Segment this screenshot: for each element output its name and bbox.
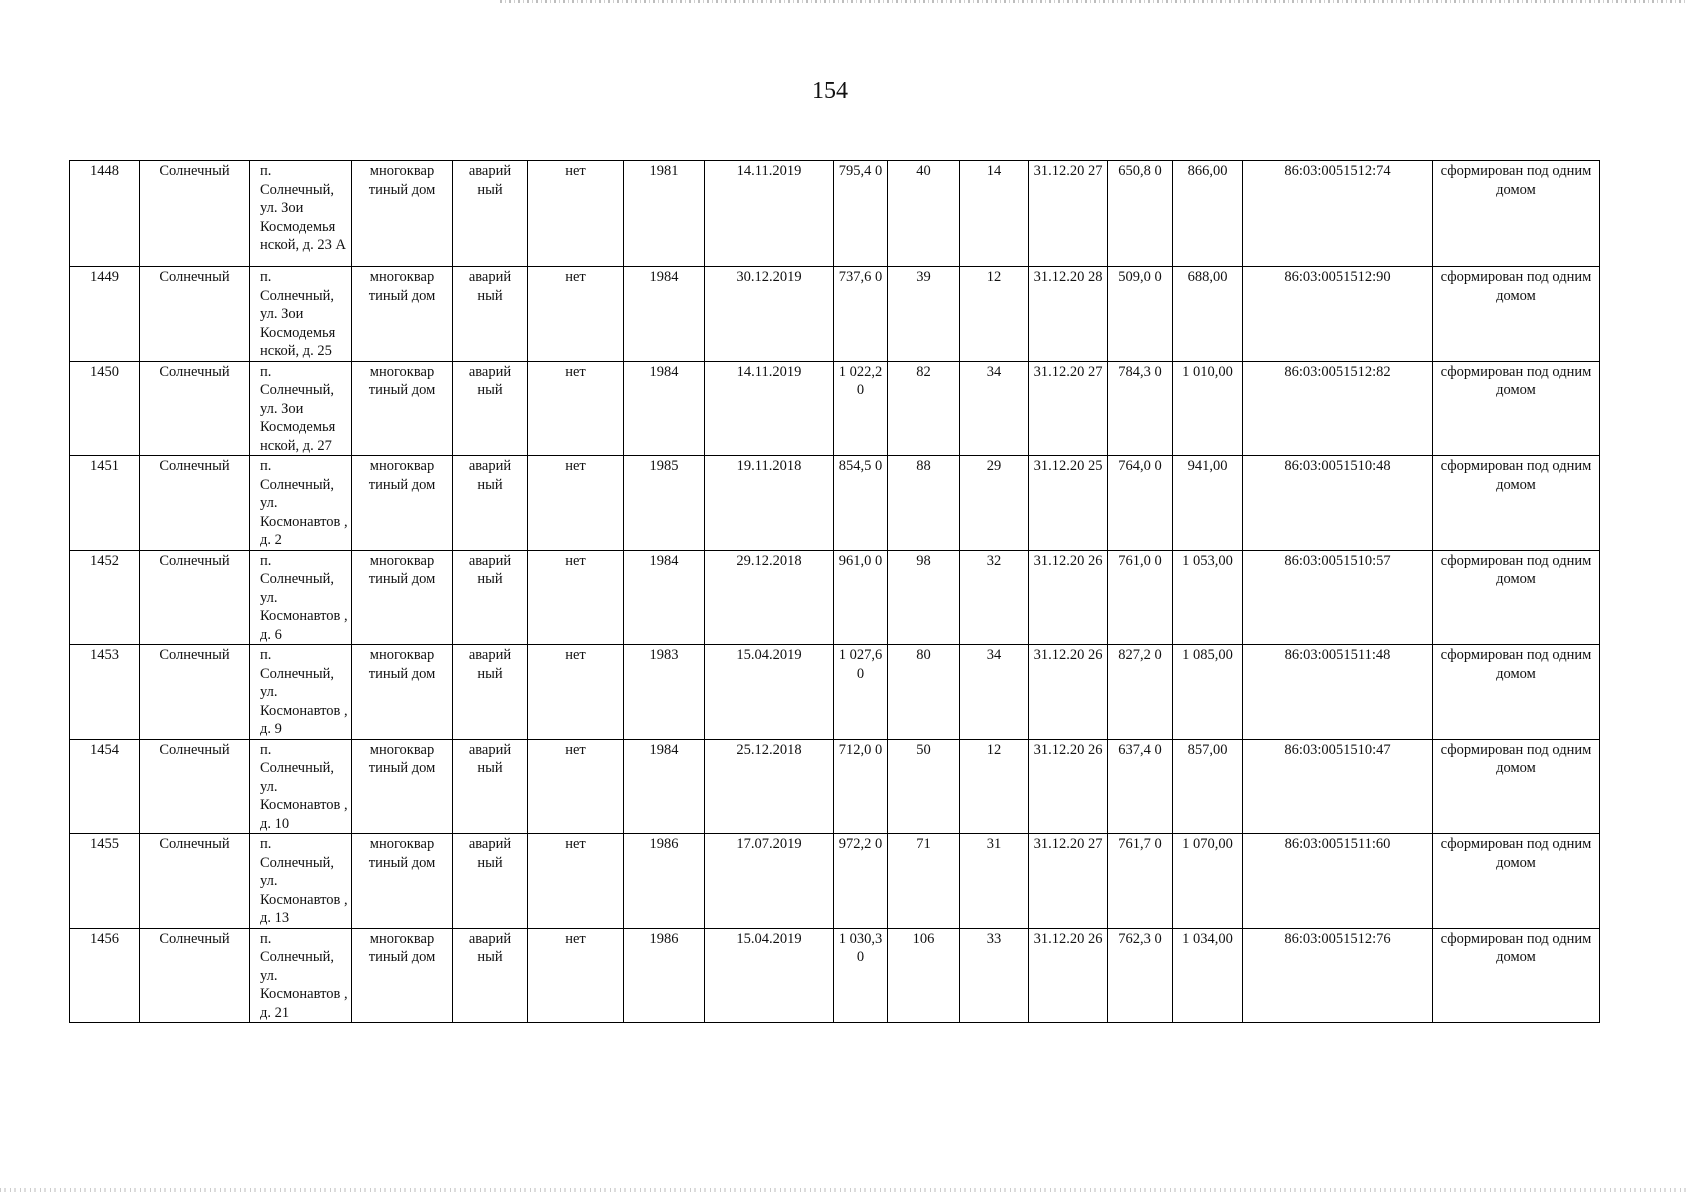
cell-address: п. Солнечный, ул. Зои Космодемья нской, д. 23 А: [250, 161, 352, 267]
cell-land-area: 1 053,00: [1173, 550, 1243, 645]
cell-land-note: сформирован под одним домом: [1433, 361, 1600, 456]
cell-total-area: 1 027,6 0: [834, 645, 888, 740]
cell-town: Солнечный: [140, 645, 250, 740]
cell-residents: 80: [888, 645, 960, 740]
cell-number: 1455: [70, 834, 140, 929]
cell-year: 1984: [624, 739, 705, 834]
cell-resettlement-deadline: 31.12.20 27: [1029, 834, 1108, 929]
cell-year: 1986: [624, 834, 705, 929]
cell-town: Солнечный: [140, 161, 250, 267]
cell-town: Солнечный: [140, 361, 250, 456]
cell-apartments: 12: [960, 267, 1029, 362]
cell-land-note: сформирован под одним домом: [1433, 645, 1600, 740]
cell-year: 1986: [624, 928, 705, 1023]
cell-address: п. Солнечный, ул. Космонавтов , д. 13: [250, 834, 352, 929]
cell-building-type: многоквар тиный дом: [352, 267, 453, 362]
cell-condition: аварий ный: [453, 928, 528, 1023]
cell-living-area: 761,0 0: [1108, 550, 1173, 645]
cell-cadastral-number: 86:03:0051511:48: [1243, 645, 1433, 740]
cell-number: 1452: [70, 550, 140, 645]
page-number: 154: [812, 78, 848, 104]
cell-living-area: 650,8 0: [1108, 161, 1173, 267]
cell-recognition-date: 15.04.2019: [705, 645, 834, 740]
cell-cadastral-number: 86:03:0051511:60: [1243, 834, 1433, 929]
cell-number: 1456: [70, 928, 140, 1023]
cell-land-note: сформирован под одним домом: [1433, 267, 1600, 362]
cell-building-type: многоквар тиный дом: [352, 928, 453, 1023]
cell-flag: нет: [528, 361, 624, 456]
cell-building-type: многоквар тиный дом: [352, 361, 453, 456]
cell-land-area: 1 010,00: [1173, 361, 1243, 456]
table-row: [70, 267, 1600, 362]
cell-flag: нет: [528, 928, 624, 1023]
cell-number: 1448: [70, 161, 140, 267]
cell-condition: аварий ный: [453, 456, 528, 551]
cell-residents: 71: [888, 834, 960, 929]
cell-condition: аварий ный: [453, 834, 528, 929]
cell-land-area: 866,00: [1173, 161, 1243, 267]
cell-recognition-date: 17.07.2019: [705, 834, 834, 929]
cell-resettlement-deadline: 31.12.20 28: [1029, 267, 1108, 362]
cell-condition: аварий ный: [453, 645, 528, 740]
cell-year: 1984: [624, 550, 705, 645]
cell-recognition-date: 19.11.2018: [705, 456, 834, 551]
cell-living-area: 827,2 0: [1108, 645, 1173, 740]
cell-condition: аварий ный: [453, 361, 528, 456]
cell-flag: нет: [528, 645, 624, 740]
cell-apartments: 34: [960, 361, 1029, 456]
table-row: [70, 928, 1600, 1023]
table-row: [70, 361, 1600, 456]
scan-artifact-top: [500, 0, 1686, 3]
cell-land-note: сформирован под одним домом: [1433, 834, 1600, 929]
cell-resettlement-deadline: 31.12.20 26: [1029, 550, 1108, 645]
cell-cadastral-number: 86:03:0051510:57: [1243, 550, 1433, 645]
register-table: [69, 160, 1600, 1023]
cell-resettlement-deadline: 31.12.20 26: [1029, 928, 1108, 1023]
cell-land-area: 688,00: [1173, 267, 1243, 362]
cell-year: 1983: [624, 645, 705, 740]
cell-residents: 40: [888, 161, 960, 267]
cell-resettlement-deadline: 31.12.20 27: [1029, 361, 1108, 456]
cell-year: 1981: [624, 161, 705, 267]
cell-land-area: 941,00: [1173, 456, 1243, 551]
cell-land-note: сформирован под одним домом: [1433, 161, 1600, 267]
cell-recognition-date: 29.12.2018: [705, 550, 834, 645]
cell-number: 1451: [70, 456, 140, 551]
cell-living-area: 762,3 0: [1108, 928, 1173, 1023]
cell-flag: нет: [528, 267, 624, 362]
cell-building-type: многоквар тиный дом: [352, 161, 453, 267]
cell-living-area: 509,0 0: [1108, 267, 1173, 362]
cell-resettlement-deadline: 31.12.20 26: [1029, 739, 1108, 834]
cell-apartments: 33: [960, 928, 1029, 1023]
table-row: [70, 161, 1600, 267]
cell-cadastral-number: 86:03:0051512:74: [1243, 161, 1433, 267]
cell-town: Солнечный: [140, 456, 250, 551]
cell-building-type: многоквар тиный дом: [352, 456, 453, 551]
cell-town: Солнечный: [140, 267, 250, 362]
cell-address: п. Солнечный, ул. Зои Космодемья нской, д. 27: [250, 361, 352, 456]
cell-residents: 82: [888, 361, 960, 456]
cell-year: 1984: [624, 267, 705, 362]
cell-cadastral-number: 86:03:0051510:47: [1243, 739, 1433, 834]
cell-total-area: 1 022,2 0: [834, 361, 888, 456]
cell-apartments: 12: [960, 739, 1029, 834]
cell-resettlement-deadline: 31.12.20 25: [1029, 456, 1108, 551]
cell-number: 1454: [70, 739, 140, 834]
cell-year: 1985: [624, 456, 705, 551]
cell-condition: аварий ный: [453, 550, 528, 645]
cell-flag: нет: [528, 161, 624, 267]
cell-residents: 88: [888, 456, 960, 551]
cell-land-note: сформирован под одним домом: [1433, 456, 1600, 551]
cell-number: 1450: [70, 361, 140, 456]
cell-land-note: сформирован под одним домом: [1433, 928, 1600, 1023]
cell-address: п. Солнечный, ул. Космонавтов , д. 9: [250, 645, 352, 740]
cell-total-area: 795,4 0: [834, 161, 888, 267]
cell-total-area: 737,6 0: [834, 267, 888, 362]
cell-resettlement-deadline: 31.12.20 27: [1029, 161, 1108, 267]
cell-town: Солнечный: [140, 834, 250, 929]
cell-number: 1453: [70, 645, 140, 740]
cell-recognition-date: 14.11.2019: [705, 361, 834, 456]
table-row: [70, 834, 1600, 929]
cell-cadastral-number: 86:03:0051512:90: [1243, 267, 1433, 362]
cell-address: п. Солнечный, ул. Космонавтов , д. 2: [250, 456, 352, 551]
cell-address: п. Солнечный, ул. Космонавтов , д. 6: [250, 550, 352, 645]
cell-recognition-date: 25.12.2018: [705, 739, 834, 834]
cell-flag: нет: [528, 834, 624, 929]
cell-condition: аварий ный: [453, 739, 528, 834]
cell-condition: аварий ный: [453, 161, 528, 267]
cell-address: п. Солнечный, ул. Зои Космодемья нской, д. 25: [250, 267, 352, 362]
cell-condition: аварий ный: [453, 267, 528, 362]
cell-land-area: 1 070,00: [1173, 834, 1243, 929]
cell-living-area: 637,4 0: [1108, 739, 1173, 834]
cell-cadastral-number: 86:03:0051512:82: [1243, 361, 1433, 456]
cell-town: Солнечный: [140, 550, 250, 645]
table-row: [70, 456, 1600, 551]
cell-apartments: 34: [960, 645, 1029, 740]
cell-flag: нет: [528, 550, 624, 645]
cell-cadastral-number: 86:03:0051510:48: [1243, 456, 1433, 551]
cell-town: Солнечный: [140, 928, 250, 1023]
cell-recognition-date: 14.11.2019: [705, 161, 834, 267]
scan-artifact-bottom: [0, 1188, 1686, 1192]
cell-total-area: 712,0 0: [834, 739, 888, 834]
register-rows: [70, 161, 1600, 1023]
cell-apartments: 31: [960, 834, 1029, 929]
cell-flag: нет: [528, 739, 624, 834]
cell-apartments: 29: [960, 456, 1029, 551]
cell-residents: 98: [888, 550, 960, 645]
cell-building-type: многоквар тиный дом: [352, 834, 453, 929]
cell-building-type: многоквар тиный дом: [352, 645, 453, 740]
cell-living-area: 764,0 0: [1108, 456, 1173, 551]
cell-year: 1984: [624, 361, 705, 456]
cell-total-area: 1 030,3 0: [834, 928, 888, 1023]
cell-land-area: 1 085,00: [1173, 645, 1243, 740]
cell-total-area: 961,0 0: [834, 550, 888, 645]
cell-recognition-date: 30.12.2019: [705, 267, 834, 362]
cell-address: п. Солнечный, ул. Космонавтов , д. 21: [250, 928, 352, 1023]
cell-apartments: 32: [960, 550, 1029, 645]
cell-town: Солнечный: [140, 739, 250, 834]
cell-total-area: 972,2 0: [834, 834, 888, 929]
table-row: [70, 645, 1600, 740]
cell-cadastral-number: 86:03:0051512:76: [1243, 928, 1433, 1023]
table-row: [70, 739, 1600, 834]
cell-land-note: сформирован под одним домом: [1433, 739, 1600, 834]
cell-apartments: 14: [960, 161, 1029, 267]
cell-address: п. Солнечный, ул. Космонавтов , д. 10: [250, 739, 352, 834]
cell-resettlement-deadline: 31.12.20 26: [1029, 645, 1108, 740]
cell-building-type: многоквар тиный дом: [352, 739, 453, 834]
cell-land-note: сформирован под одним домом: [1433, 550, 1600, 645]
table-row: [70, 550, 1600, 645]
cell-recognition-date: 15.04.2019: [705, 928, 834, 1023]
cell-number: 1449: [70, 267, 140, 362]
cell-building-type: многоквар тиный дом: [352, 550, 453, 645]
cell-residents: 106: [888, 928, 960, 1023]
cell-living-area: 784,3 0: [1108, 361, 1173, 456]
cell-land-area: 857,00: [1173, 739, 1243, 834]
cell-flag: нет: [528, 456, 624, 551]
cell-residents: 50: [888, 739, 960, 834]
cell-total-area: 854,5 0: [834, 456, 888, 551]
cell-living-area: 761,7 0: [1108, 834, 1173, 929]
cell-residents: 39: [888, 267, 960, 362]
cell-land-area: 1 034,00: [1173, 928, 1243, 1023]
